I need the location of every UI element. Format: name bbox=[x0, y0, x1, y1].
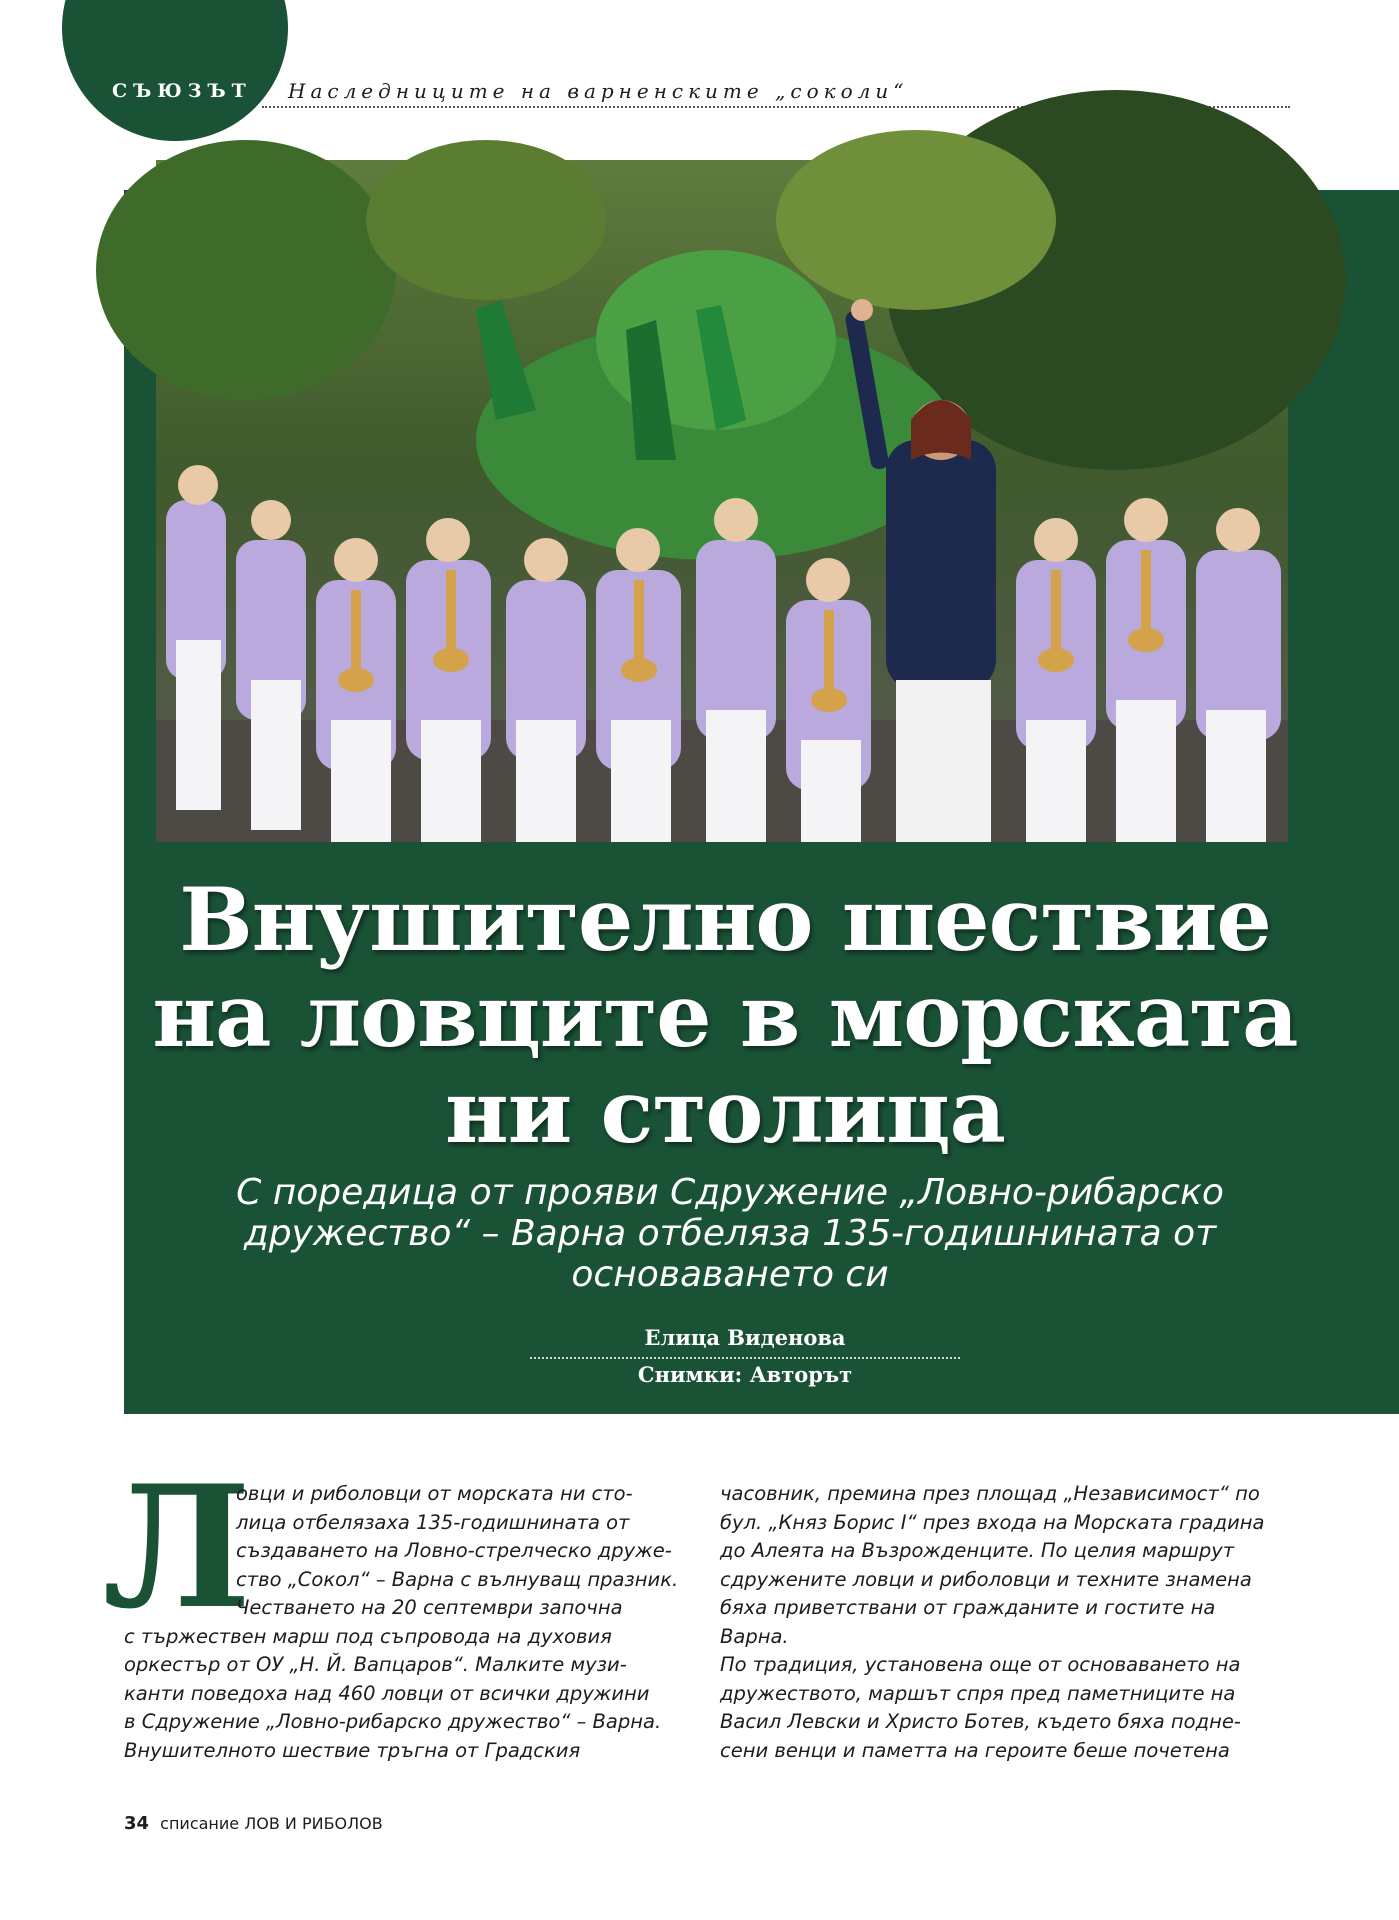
body-line: бяха приветствани от гражданите и гостите на bbox=[720, 1596, 1216, 1619]
body-line: до Алеята на Възрожденците. По целия маршрут bbox=[720, 1539, 1235, 1562]
body-line: оркестър от ОУ „Н. Й. Вапцаров“. Малките музи- bbox=[124, 1653, 627, 1676]
subhead-line: дружество“ – Варна отбеляза 135-годишнината от bbox=[243, 1213, 1217, 1254]
headline bbox=[140, 868, 1310, 1163]
body-line: в Сдружение „Ловно-рибарско дружество“ – Варна. bbox=[124, 1710, 662, 1733]
byline-dotted-rule bbox=[530, 1357, 960, 1359]
body-line: канти поведоха над 460 ловци от всички дружини bbox=[124, 1681, 650, 1705]
author-name: Елица Виденова bbox=[644, 1325, 846, 1350]
body-line: Внушителното шествие тръгна от Градския bbox=[124, 1738, 581, 1762]
parade-photo bbox=[156, 160, 1288, 842]
headline-line: ни столица bbox=[445, 1060, 1005, 1163]
body-line: сени венци и паметта на героите беше почетена bbox=[720, 1738, 1230, 1762]
section-circle-badge bbox=[62, 0, 288, 141]
body-line: Васил Левски и Христо Ботев, където бяха подне- bbox=[720, 1710, 1241, 1733]
rubric-title: Наследниците на варненските „соколи“ bbox=[288, 79, 909, 103]
headline-line: Внушително шествие bbox=[179, 868, 1271, 971]
body-line: създаването на Ловно-стрелческо друже- bbox=[236, 1539, 672, 1562]
subhead-line: основаването си bbox=[571, 1254, 889, 1295]
page-number: 34 bbox=[124, 1813, 150, 1834]
body-line: Варна. bbox=[720, 1624, 789, 1648]
body-line: ство „Сокол“ – Варна с вълнуващ празник. bbox=[236, 1567, 679, 1591]
body-line: дружеството, маршът спря пред паметниците на bbox=[720, 1681, 1236, 1705]
section-label: СЪЮЗЪТ bbox=[112, 80, 252, 102]
body-line: с тържествен марш под съпровода на духовия bbox=[124, 1624, 612, 1648]
body-line: часовник, премина през площад „Независимост“ по bbox=[720, 1482, 1260, 1505]
subheadline bbox=[200, 1172, 1260, 1295]
body-line: Честването на 20 септември започна bbox=[236, 1596, 623, 1619]
body-line: По традиция, установена още от основаването на bbox=[720, 1653, 1241, 1676]
drop-cap-glyph: Л bbox=[102, 1448, 252, 1646]
headline-line: на ловците в морската bbox=[152, 964, 1298, 1067]
body-line: лица отбелязаха 135-годишнината от bbox=[236, 1510, 630, 1534]
page-footer bbox=[124, 1813, 383, 1834]
magazine-name: списание ЛОВ И РИБОЛОВ bbox=[160, 1814, 383, 1833]
subhead-line: С поредица от прояви Сдружение „Ловно-рибарско bbox=[236, 1172, 1224, 1213]
body-line: сдружените ловци и риболовци и техните знамена bbox=[720, 1567, 1252, 1591]
article-column-right bbox=[720, 1480, 1280, 1765]
body-line: бул. „Княз Борис I“ през входа на Морската градина bbox=[720, 1510, 1265, 1534]
photos-credit: Снимки: Авторът bbox=[637, 1362, 853, 1387]
article-column-left bbox=[124, 1480, 684, 1765]
body-line: овци и риболовци от морската ни сто- bbox=[236, 1482, 633, 1505]
